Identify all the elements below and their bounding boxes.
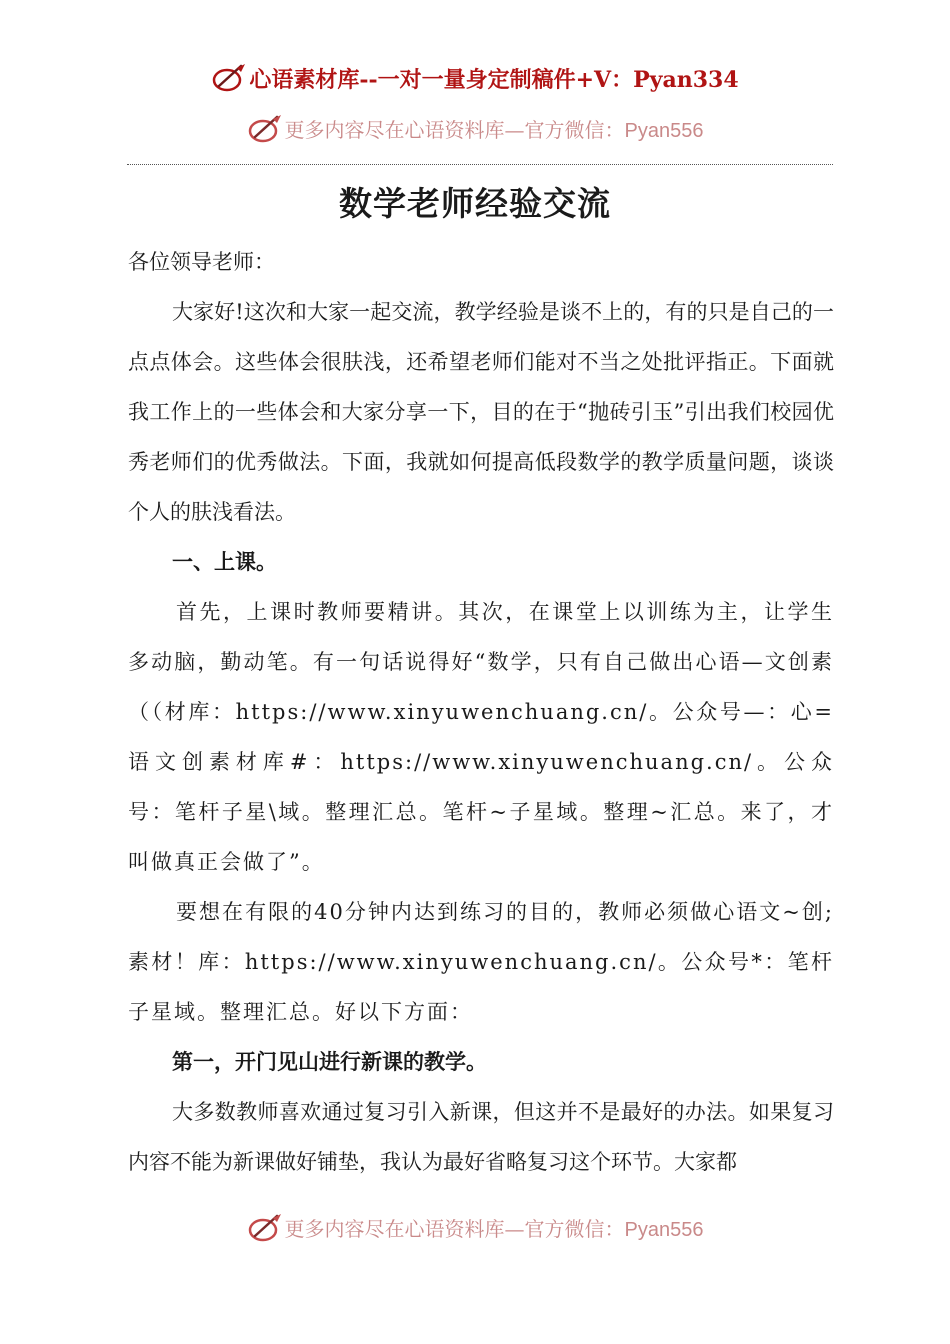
paragraph-section-1: 首先，上课时教师要精讲。其次，在课堂上以训练为主，让学生多动脑，勤动笔。有一句话说得好“数学，只有自己做出心语—文创素（（材库：https://www.xinyuwenchuang.cn/。公众号—：心=语文创素材库#：https://www.xinyuwenchuang.cn/。公众号：笔杆子星\域。整理汇总。笔杆~子星域。整理~汇总。来了，才叫做真正会做了”。 (128, 600, 834, 874)
header-watermark-line1 (0, 62, 950, 94)
header-line1-text: 心语素材库--一对一量身定制稿件+V：Pyan334 (249, 67, 739, 93)
footer-watermark (0, 1212, 950, 1244)
header-watermark-line2 (0, 113, 950, 145)
document-body (128, 237, 834, 1187)
quill-logo-icon (247, 1212, 283, 1244)
salutation: 各位领导老师： (128, 250, 275, 274)
header-divider (127, 164, 833, 165)
footer-wechat-id: Pyan556 (624, 1219, 704, 1241)
paragraph-practice: 要想在有限的40分钟内达到练习的目的，教师必须做心语文~创;素材！库：https://www.xinyuwenchuang.cn/。公众号*：笔杆子星域。整理汇总。好以下方面： (128, 900, 834, 1024)
subheading-first: 第一，开门见山进行新课的教学。 (172, 1049, 487, 1074)
document-title: 数学老师经验交流 (339, 184, 611, 223)
quill-logo-icon (211, 62, 247, 94)
section-heading-1: 一、上课。 (172, 549, 277, 574)
header-line2-wechat-id: Pyan556 (624, 120, 704, 142)
footer-text: 更多内容尽在心语资料库—官方微信： (284, 1217, 625, 1241)
quill-logo-icon (247, 113, 283, 145)
paragraph-review: 大多数教师喜欢通过复习引入新课，但这并不是最好的办法。如果复习内容不能为新课做好铺垫，我认为最好省略复习这个环节。大家都 (128, 1100, 834, 1174)
header-line2-text: 更多内容尽在心语资料库—官方微信： (284, 118, 625, 142)
paragraph-intro: 大家好!这次和大家一起交流，教学经验是谈不上的，有的只是自己的一点点体会。这些体会很肤浅，还希望老师们能对不当之处批评指正。下面就我工作上的一些体会和大家分享一下，目的在于“抛砖引玉”引出我们校园优秀老师们的优秀做法。下面，我就如何提高低段数学的教学质量问题，谈谈个人的肤浅看法。 (128, 300, 834, 524)
